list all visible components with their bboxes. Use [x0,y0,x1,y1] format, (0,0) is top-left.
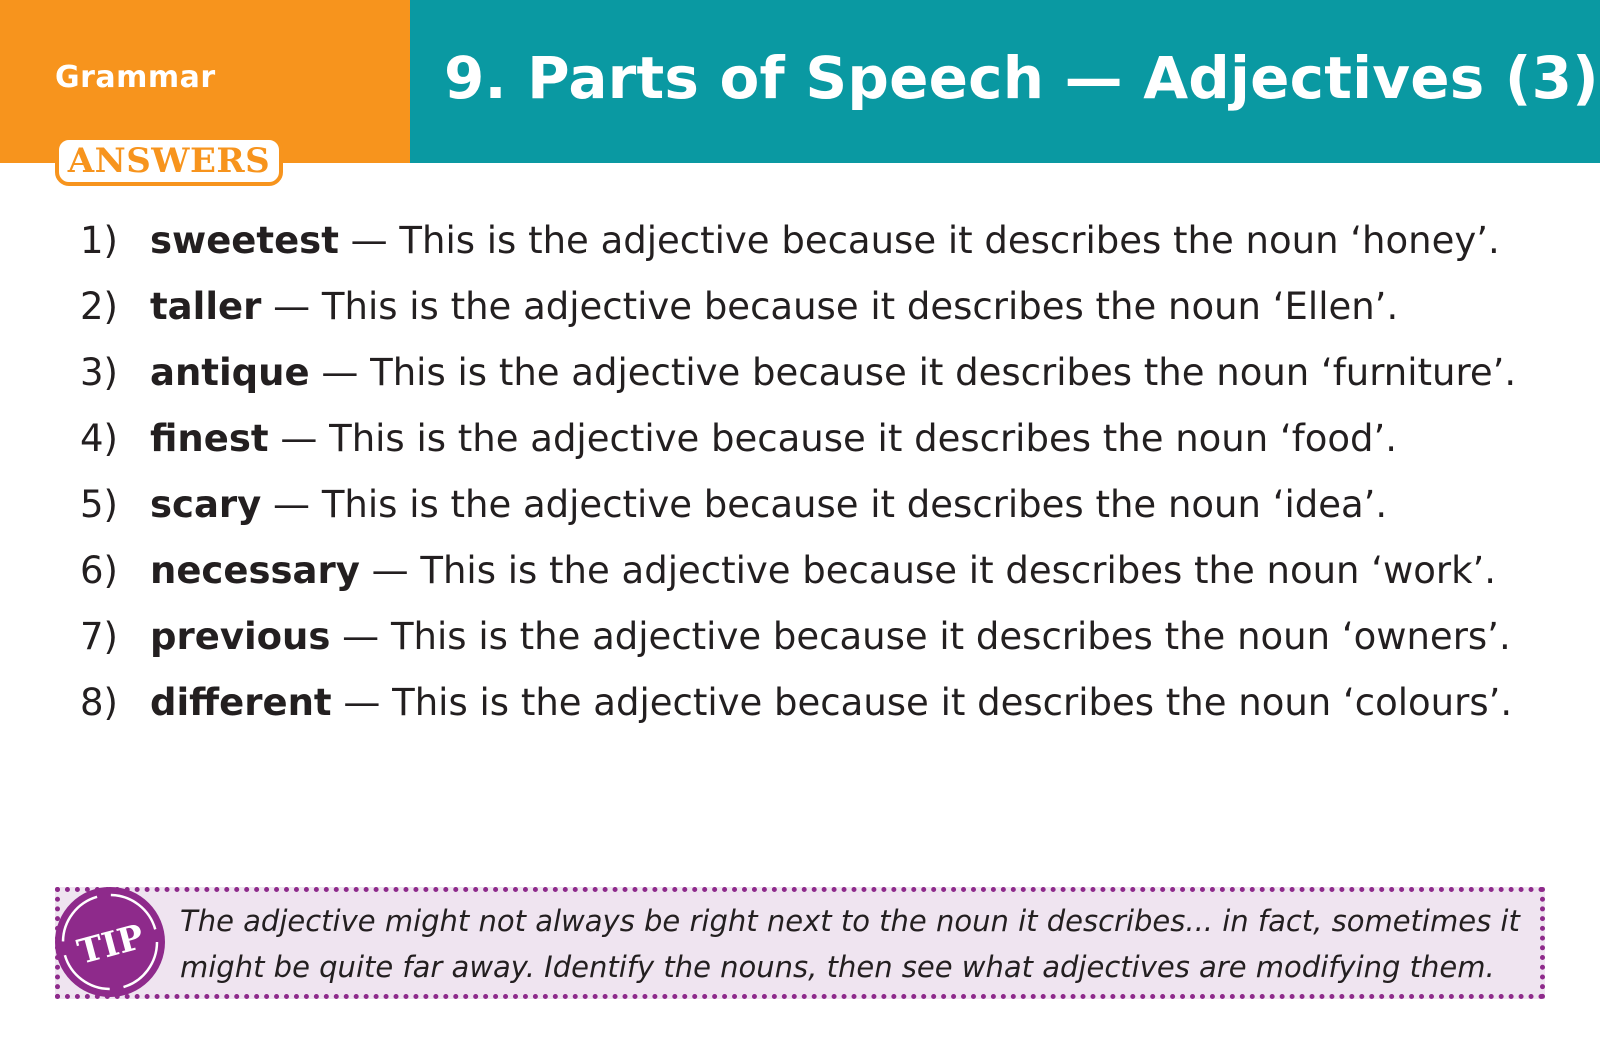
tip-badge-icon [52,884,168,1000]
answer-word: antique [150,351,310,394]
tip-line-2: might be quite far away. Identify the nouns, then see what adjectives are modifying them. [180,950,1495,984]
answer-explanation: — This is the adjective because it describes the noun ‘owners’. [330,615,1511,658]
answer-word: taller [150,285,262,328]
answer-item [80,340,1516,406]
answer-word: sweetest [150,219,339,262]
answer-number: 7) [80,615,118,658]
tip-badge-label: TIP [73,916,149,973]
answer-explanation: — This is the adjective because it describes the noun ‘colours’. [331,681,1513,724]
answer-number: 5) [80,483,118,526]
answer-item [80,274,1516,340]
answer-word: necessary [150,549,360,592]
section-label: Grammar [55,60,216,95]
answer-number: 2) [80,285,118,328]
answer-word: different [150,681,332,724]
answer-word: previous [150,615,331,658]
answer-explanation: — This is the adjective because it describes the noun ‘idea’. [261,483,1388,526]
answer-number: 1) [80,219,118,262]
answer-word: scary [150,483,262,526]
answer-item [80,208,1516,274]
answer-list [80,208,1516,736]
answers-badge: ANSWERS [55,136,283,186]
answer-item [80,670,1516,736]
answer-number: 8) [80,681,118,724]
answer-number: 4) [80,417,118,460]
answer-item [80,472,1516,538]
tip-line-1: The adjective might not always be right next to the noun it describes... in fact, sometimes it [180,904,1520,938]
answer-number: 3) [80,351,118,394]
answer-explanation: — This is the adjective because it describes the noun ‘furniture’. [309,351,1517,394]
answer-item [80,604,1516,670]
answer-explanation: — This is the adjective because it describes the noun ‘Ellen’. [261,285,1399,328]
answer-item [80,406,1516,472]
answer-explanation: — This is the adjective because it describes the noun ‘food’. [268,417,1398,460]
answer-word: finest [150,417,269,460]
answer-number: 6) [80,549,118,592]
answer-explanation: — This is the adjective because it describes the noun ‘work’. [359,549,1497,592]
answer-item [80,538,1516,604]
tip-text [180,898,1520,990]
page-title: 9. Parts of Speech — Adjectives (3) [444,44,1599,112]
answer-explanation: — This is the adjective because it describes the noun ‘honey’. [338,219,1500,262]
